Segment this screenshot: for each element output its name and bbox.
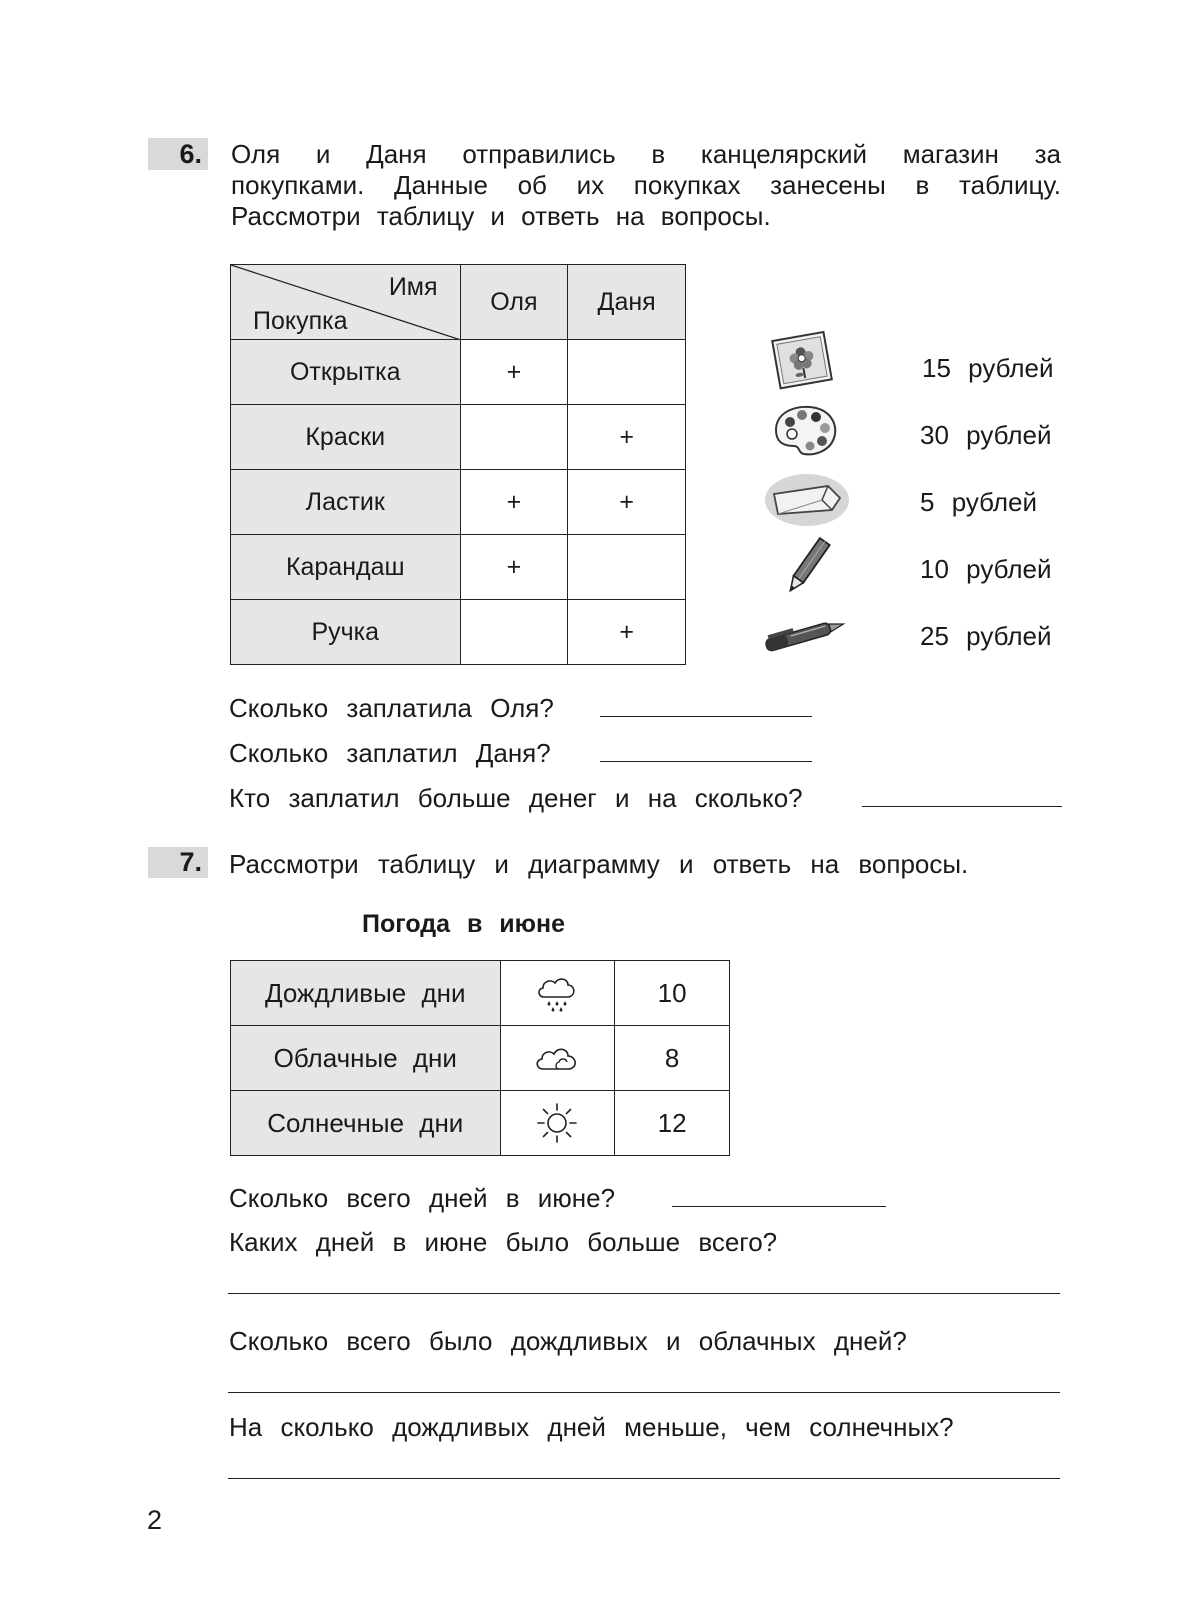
weather-table-title: Погода в июне (362, 910, 566, 938)
table-row (231, 600, 686, 665)
question-rainy-cloudy-total: Сколько всего было дождливых и облачных дней? (229, 1326, 907, 1356)
olya-mark: + (460, 535, 568, 600)
table-row (231, 535, 686, 600)
task-6-text-line-1: Оля и Даня отправились в канцелярский магазин за (231, 139, 1061, 169)
header-name-label: Имя (388, 273, 438, 301)
purchases-header-row (231, 265, 686, 340)
price-postcard (922, 353, 1054, 384)
olya-mark: + (460, 340, 568, 405)
price-unit: рублей (951, 487, 1038, 517)
question-who-paid-more: Кто заплатил больше денег и на сколько? (229, 783, 803, 813)
item-name: Ручка (231, 600, 461, 665)
pen-icon (755, 612, 855, 658)
danya-mark (568, 535, 686, 600)
price-amount: 25 (920, 621, 949, 651)
weather-table (230, 960, 730, 1156)
price-amount: 30 (920, 420, 949, 450)
price-unit: рублей (966, 420, 1052, 450)
table-row (231, 470, 686, 535)
weather-icon-cell (500, 961, 615, 1026)
task-7-number: 7. (148, 847, 208, 878)
sun-icon (536, 1102, 578, 1144)
answer-line-most-days[interactable] (228, 1293, 1060, 1294)
column-header-danya: Даня (568, 265, 686, 340)
item-name: Открытка (231, 340, 461, 405)
price-paints (920, 420, 1052, 451)
page-number: 2 (147, 1505, 163, 1535)
price-pencil (920, 554, 1052, 585)
price-pen (920, 621, 1052, 652)
weather-icon-cell (500, 1026, 615, 1091)
cloud-icon (533, 1042, 581, 1074)
item-name: Карандаш (231, 535, 461, 600)
weather-value: 12 (615, 1091, 730, 1156)
question-danya-paid: Сколько заплатил Даня? (229, 738, 551, 768)
task-6-number: 6. (148, 138, 208, 170)
postcard-icon (768, 330, 838, 390)
weather-label: Облачные дни (231, 1026, 501, 1091)
weather-label: Солнечные дни (231, 1091, 501, 1156)
diagonal-header-cell (231, 265, 461, 340)
answer-line-rainy-vs-sunny[interactable] (228, 1478, 1060, 1479)
item-name: Краски (231, 405, 461, 470)
rain-cloud-icon (534, 973, 580, 1013)
item-name: Ластик (231, 470, 461, 535)
weather-value: 8 (615, 1026, 730, 1091)
question-most-days: Каких дней в июне было больше всего? (229, 1227, 778, 1257)
olya-mark: + (460, 470, 568, 535)
answer-blank-olya[interactable] (600, 716, 812, 717)
paint-palette-icon (770, 400, 840, 460)
price-amount: 10 (920, 554, 949, 584)
task-6-text-line-2: покупками. Данные об их покупках занесены в таблицу. (231, 170, 1061, 200)
table-row (231, 405, 686, 470)
eraser-icon (762, 470, 852, 530)
price-amount: 5 (920, 487, 935, 517)
olya-mark (460, 600, 568, 665)
table-row (231, 1091, 730, 1156)
column-header-olya: Оля (460, 265, 568, 340)
weather-value: 10 (615, 961, 730, 1026)
olya-mark (460, 405, 568, 470)
question-rainy-vs-sunny: На сколько дождливых дней меньше, чем солнечных? (229, 1412, 954, 1442)
task-6-text-line-3: Рассмотри таблицу и ответь на вопросы. (231, 201, 771, 231)
pencil-icon (782, 532, 832, 602)
question-total-days: Сколько всего дней в июне? (229, 1183, 616, 1213)
danya-mark: + (568, 405, 686, 470)
purchases-table (230, 264, 686, 665)
danya-mark (568, 340, 686, 405)
header-purchase-label: Покупка (253, 307, 348, 335)
question-olya-paid: Сколько заплатила Оля? (229, 693, 554, 723)
weather-label: Дождливые дни (231, 961, 501, 1026)
answer-blank-total-days[interactable] (672, 1206, 886, 1207)
table-row (231, 961, 730, 1026)
danya-mark: + (568, 600, 686, 665)
answer-line-rainy-cloudy[interactable] (228, 1392, 1060, 1393)
weather-icon-cell (500, 1091, 615, 1156)
answer-blank-who-more[interactable] (862, 806, 1062, 807)
table-row (231, 340, 686, 405)
danya-mark: + (568, 470, 686, 535)
price-amount: 15 (922, 353, 951, 383)
task-7-text: Рассмотри таблицу и диаграмму и ответь на вопросы. (229, 849, 969, 879)
table-row (231, 1026, 730, 1091)
price-unit: рублей (968, 353, 1054, 383)
answer-blank-danya[interactable] (600, 761, 812, 762)
price-eraser (920, 487, 1037, 518)
price-unit: рублей (966, 621, 1052, 651)
price-unit: рублей (966, 554, 1052, 584)
